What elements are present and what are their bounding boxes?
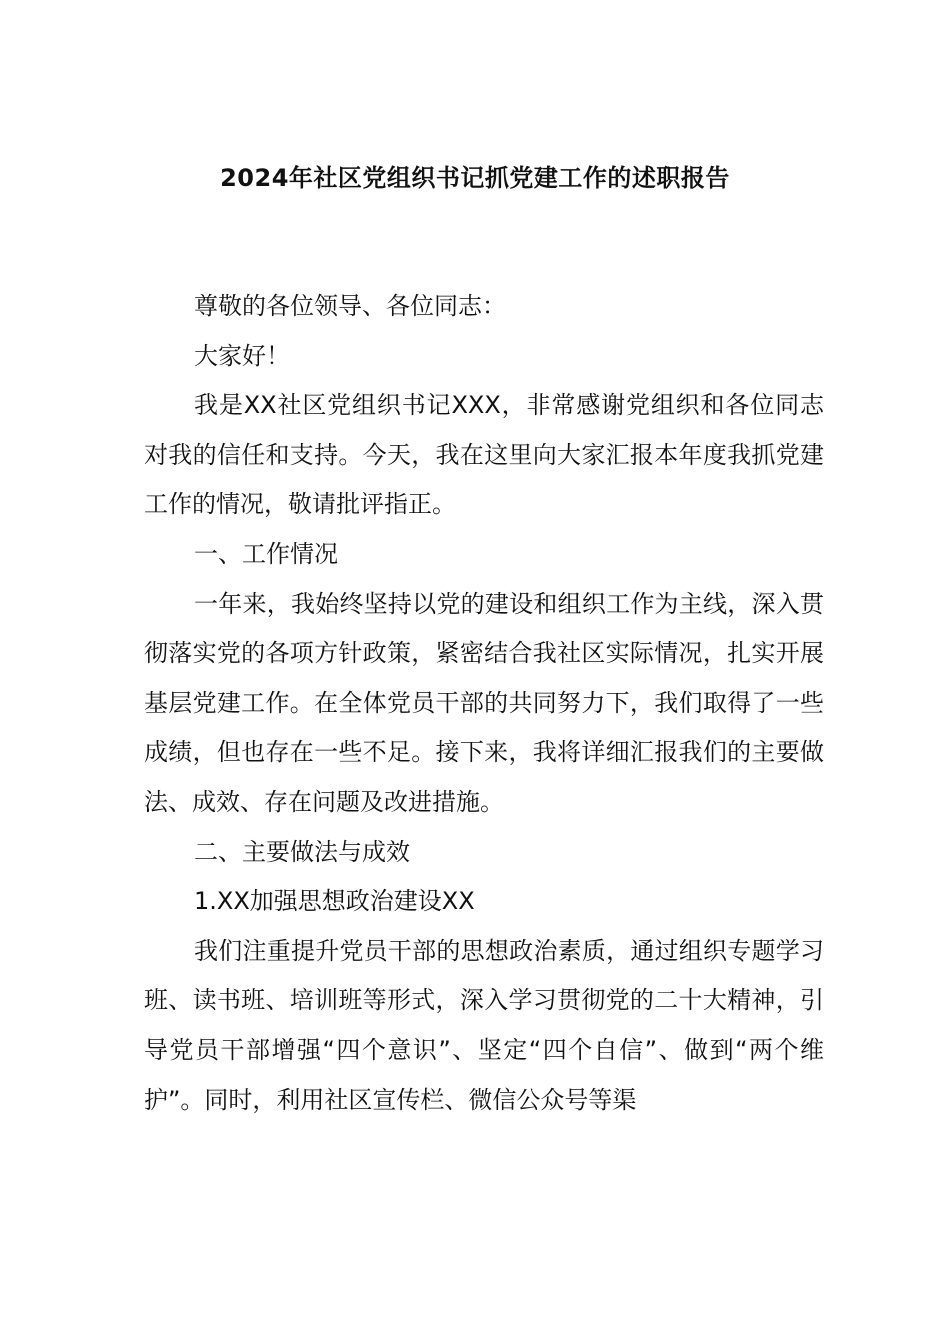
greeting: 大家好！ [194,341,290,370]
document-body [144,282,824,1125]
section-heading-practices: 二、主要做法与成效 [194,837,410,866]
subsection-heading-ideology: 1.XX加强思想政治建设XX [194,887,475,916]
work-paragraph: 一年来，我始终坚持以党的建设和组织工作为主线，深入贯彻落实党的各项方针政策，紧密结合我社区实际情况，扎实开展基层党建工作。在全体党员干部的共同努力下，我们取得了一些成绩，但也存在一些不足。接下来，我将详细汇报我们的主要做法、成效、存在问题及改进措施。 [144,589,824,816]
salutation: 尊敬的各位领导、各位同志： [194,292,506,320]
section-heading-work: 一、工作情况 [194,539,338,568]
ideology-paragraph: 我们注重提升党员干部的思想政治素质，通过组织专题学习班、读书班、培训班等形式，深入学习贯彻党的二十大精神，引导党员干部增强“四个意识”、坚定“四个自信”、做到“两个维护”。同时，利用社区宣传栏、微信公众号等渠 [144,936,824,1114]
intro-paragraph: 我是XX社区党组织书记XXX，非常感谢党组织和各位同志对我的信任和支持。今天，我在这里向大家汇报本年度我抓党建工作的情况，敬请批评指正。 [144,391,824,519]
document-title: 2024年社区党组织书记抓党建工作的述职报告 [220,164,730,192]
